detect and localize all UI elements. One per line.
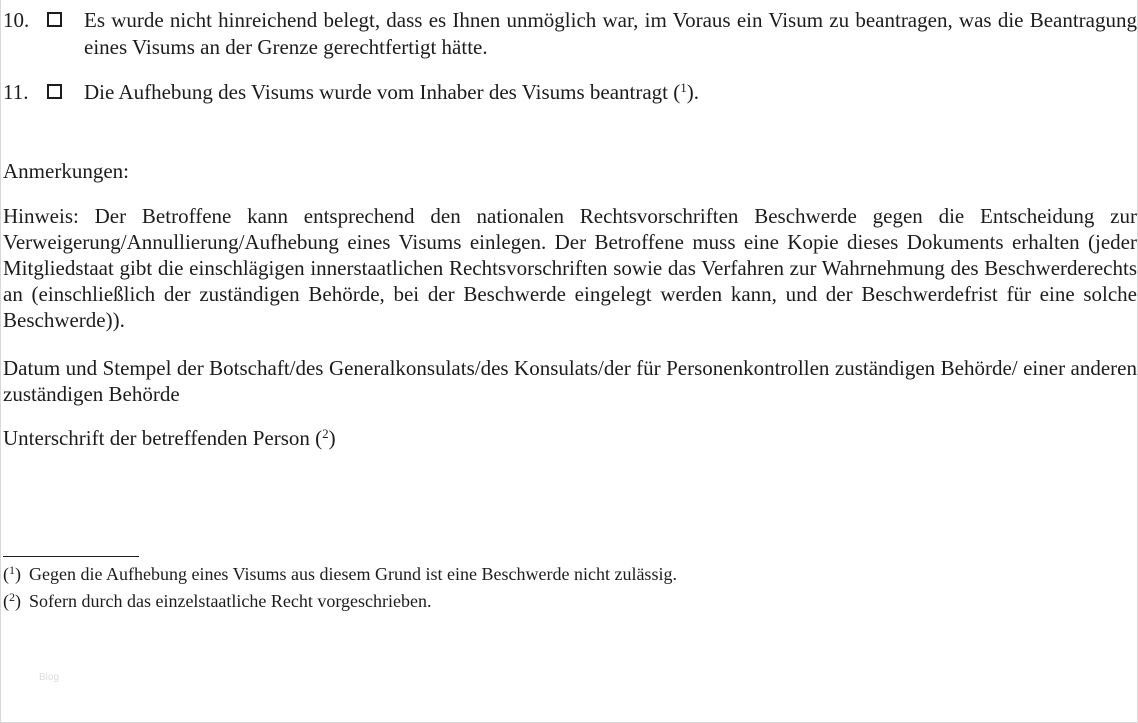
remarks-heading: Anmerkungen: [3, 159, 129, 183]
footnote-paren-close: ) [15, 591, 21, 611]
item-text [84, 79, 1137, 106]
item-text-after: ). [686, 80, 700, 104]
footnote-1 [3, 562, 1103, 586]
footnote-ref: 1 [680, 80, 687, 95]
footnote-number: 1 [9, 563, 15, 577]
item-text: Es wurde nicht hinreichend belegt, dass es Ihnen unmöglich war, im Voraus ein Visum zu beantragen, was die Beantragung eines Visums an der Grenze gerechtfertigt hätte. [84, 8, 1137, 59]
reason-11-checkbox[interactable] [47, 84, 62, 99]
signature-line [3, 425, 1137, 451]
item-number: 11. [3, 80, 29, 104]
item-text-main: Die Aufhebung des Visums wurde vom Inhaber des Visums beantragt ( [84, 80, 681, 104]
footnote-divider [3, 556, 139, 557]
footnote-text: Gegen die Aufhebung eines Visums aus diesem Grund ist eine Beschwerde nicht zulässig. [29, 564, 677, 584]
stamp-line: Datum und Stempel der Botschaft/des Generalkonsulats/des Konsulats/der für Personenkontrollen zuständigen Behörde/ einer anderen zuständigen Behörde [3, 356, 1137, 406]
footnote-ref: 2 [322, 426, 329, 441]
reason-item-11 [3, 79, 1137, 106]
signature-text: Unterschrift der betreffenden Person ( [3, 426, 323, 450]
item-number: 10. [3, 8, 30, 32]
footnote-paren-open: ( [3, 591, 9, 611]
footnote-text: Sofern durch das einzelstaatliche Recht vorgeschrieben. [29, 591, 432, 611]
footnote-paren-close: ) [15, 564, 21, 584]
footnote-mark [3, 562, 29, 586]
footnote-paren-open: ( [3, 564, 9, 584]
watermark: Blog [39, 672, 60, 683]
notice-paragraph: Hinweis: Der Betroffene kann entsprechend den nationalen Rechtsvorschriften Beschwerde gegen die Entscheidung zur Verweigerung/Annullierung/Aufhebung eines Visums einlegen. Der Betroffene muss eine Kopie dieses Dokuments erhalten (jeder Mitgliedstaat gibt die einschlägigen innerstaatlichen Rechtsvorschriften sowie das Verfahren zur Wahrnehmung des Beschwerderechts an (einschließlich der zuständigen Behörde, bei der Beschwerde eingelegt werden kann, und der Beschwerdefrist für eine solche Beschwerde)). [3, 204, 1137, 332]
reason-item-10 [3, 7, 1137, 61]
footnote-number: 2 [9, 590, 15, 604]
footnote-mark [3, 589, 29, 613]
footnote-2 [3, 589, 1103, 613]
signature-text-after: ) [328, 426, 336, 450]
reason-10-checkbox[interactable] [47, 12, 62, 27]
